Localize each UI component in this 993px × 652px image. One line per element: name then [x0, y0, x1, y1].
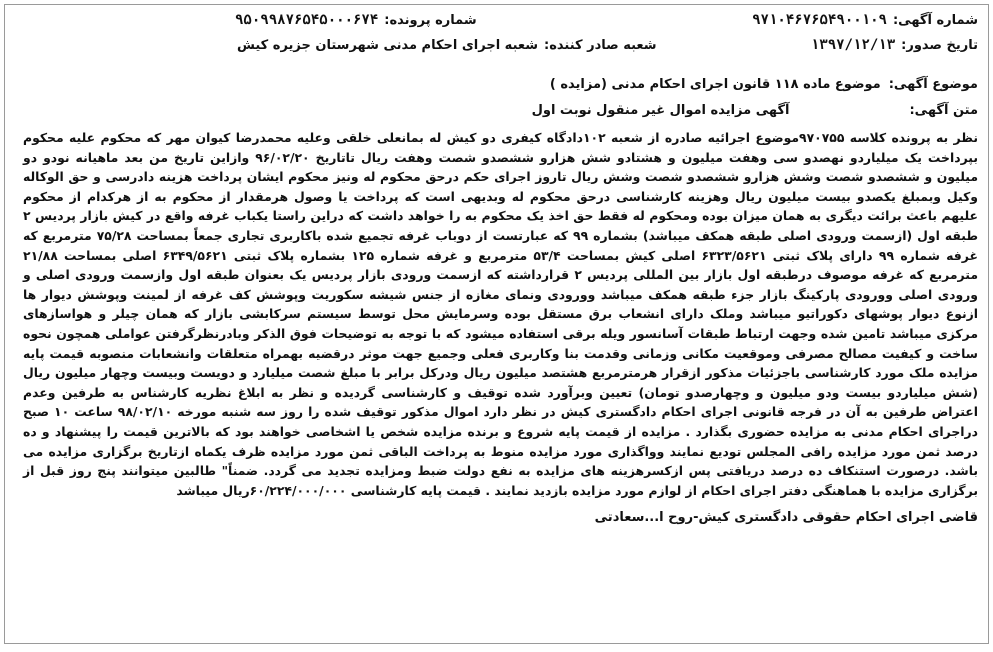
text-heading-row — [15, 100, 978, 120]
subject-label: موضوع آگهی: — [888, 76, 978, 92]
notice-page — [4, 4, 989, 644]
issuer-label: شعبه صادر کننده: — [544, 37, 657, 53]
issue-date-label: تاریخ صدور: — [901, 37, 978, 53]
case-number: ۹۵۰۹۹۸۷۶۵۴۵۰۰۰۶۷۴ — [235, 12, 379, 28]
notice-body: نظر به پرونده کلاسه ۹۷۰۷۵۵موضوع اجرائیه صادره از شعبه ۱۰۲دادگاه کیفری دو کیش له بمانعلی خلقی وعلیه محمدرضا کیوان مهر که محکوم علیه محکوم بپرداخت یک میلیاردو نهصدو سی وهفت میلیون و هشتادو شش هزارو ششصدو شصت وهفت ریال تاتاریخ ۹۶/۰۲/۲۰ وازاین تاریخ من بعد ماهیانه نودو دو میلیون و ششصدو شصت وشش هزارو ششصدو شصت وشش ریال تاروز اجرای حکم درحق محکوم له ونیز محکوم ایشان پرداخت هزینه دادرسی و حق الوکاله وکیل وبمبلغ یکصدو بیست میلیون ریال وهزینه کارشناسی درحق محکوم له وبدیهی است که پرداخت یا وصول هرمقدار از محکوم به از هرکدام از محکوم علیهم باعث برائت دیگری به همان میزان بوده ومحکوم له فقط حق اخذ یک محکوم به را خواهد داشت که دراین راستا یکباب غرفه واقع در کیش بازار پردیس ۲ طبقه اول (ازسمت ورودی اصلی طبقه همکف میباشد) بشماره ۹۹ که عبارتست از دوباب غرفه تجمیع شده باکاربری تجاری جمعاً بمساحت ۷۵/۲۸ مترمربع که غرفه شماره ۹۹ دارای پلاک ثبتی ۶۳۲۳/۵۶۲۱ اصلی کیش بمساحت ۵۳/۴ مترمربع و غرفه شماره ۱۲۵ بشماره پلاک ثبتی ۶۳۴۹/۵۶۲۱ اصلی بمساحت ۲۱/۸۸ مترمربع که غرفه موصوف درطبقه اول بازار بین المللی پردیس ۲ قرارداشته که ازسمت ورودی بازار پردیس یک بعنوان طبقه اول وازسمت ورودی اصلی و ورودی اصلی وورودی پارکینگ بازار جزء طبقه همکف میباشد وورودی ونمای مغازه از جنس شیشه سکوریت وپوشش کف غرفه از لمینت وپوشش دیوار ها ازنوع دیوار پوشهای دکوراتیو میباشد وملک دارای انشعاب برق مستقل بوده وسرمایش محل توسط سیستم سرکابشی بازار که همان چیلر و هواسازهای مرکزی میباشد تامین شده وجهت ارتباط طبقات آسانسور ویله برقی استفاده میشود که با توجه به توضیحات فوق الذکر وبادرنظرگرفتن عواملی همچون نحوه ساخت و کیفیت مصالح مصرفی وموقعیت مکانی وزمانی وقدمت بنا وکاربری فعلی وجمیع جهت موثر درقضیه بهمراه متعلقات وانشعابات منصوبه قیمت پایه مزایده ملک مورد کارشناسی باجزئیات مذکور ازقرار هرمترمربع هشتصد میلیون ریال ودرکل برابر با مبلغ شصت میلیارد و دویست وبیست وچهار میلیون ریال (شش میلیاردو بیست ودو میلیون و وچهارصدو تومان) تعیین وبرآورد شده توقیف و کارشناسی گردیده و نظر به ابلاغ نظریه کارشناس به طرفین وعدم اعتراض طرفین به آن در فرجه قانونی اجرای احکام دادگستری کیش در نظر دارد اموال مذکور توقیف شده را روز سه شنبه مورخه ۹۸/۰۲/۱۰ ساعت ۱۰ صبح دراجرای احکام مدنی به مزایده حضوری بگذارد . مزایده از قیمت پایه شروع و برنده مزایده شخص یا اشخاصی خواهند بود که بالاترین قیمت را پیشنهاد و ده درصد ثمن مورد مزایده رافی المجلس تودیع نمایند وواگذاری مورد مزایده منوط به پرداخت الباقی ثمن مورد مزایده ظرف یکماه ازتاریخ برگزاری مزایده می باشد. درصورت استنکاف ده درصد دریافتی پس ازکسرهزینه های مزایده به نفع دولت ضبط ومزایده تجدید می گردد. ضمناً" طالبین میتوانند پنج روز قبل از برگزاری مزایده با هماهنگی دفتر اجرای احکام از لوازم مورد مزایده بازدید نمایند . قیمت پایه کارشناسی ۶۰/۲۲۴/۰۰۰/۰۰۰ریال میباشد — [23, 130, 979, 498]
ad-number-label: شماره آگهی: — [892, 12, 978, 28]
case-number-label: شماره پرونده: — [384, 12, 477, 28]
text-label: متن آگهی: — [909, 102, 978, 118]
signature: قاضی اجرای احکام حقوقی دادگستری کیش-روح ا...سعادتی — [594, 510, 978, 526]
ad-number-field — [752, 12, 978, 28]
subject-row — [15, 74, 978, 94]
issuer-field — [237, 38, 657, 53]
issuer: شعبه اجرای احکام مدنی شهرستان جزیره کیش — [237, 37, 538, 53]
header-row-2 — [15, 32, 978, 58]
header-row-1 — [15, 8, 978, 32]
case-number-field — [235, 12, 477, 28]
ad-number: ۹۷۱۰۴۶۷۶۵۴۹۰۰۱۰۹ — [752, 12, 887, 28]
issue-date: ۱۳۹۷/۱۲/۱۳ — [810, 37, 896, 53]
issue-date-field — [811, 37, 978, 53]
text-title: آگهی مزایده اموال غیر منقول نوبت اول — [531, 102, 790, 118]
subject-value: موضوع ماده ۱۱۸ قانون اجرای احکام مدنی (مزایده ) — [549, 76, 881, 92]
